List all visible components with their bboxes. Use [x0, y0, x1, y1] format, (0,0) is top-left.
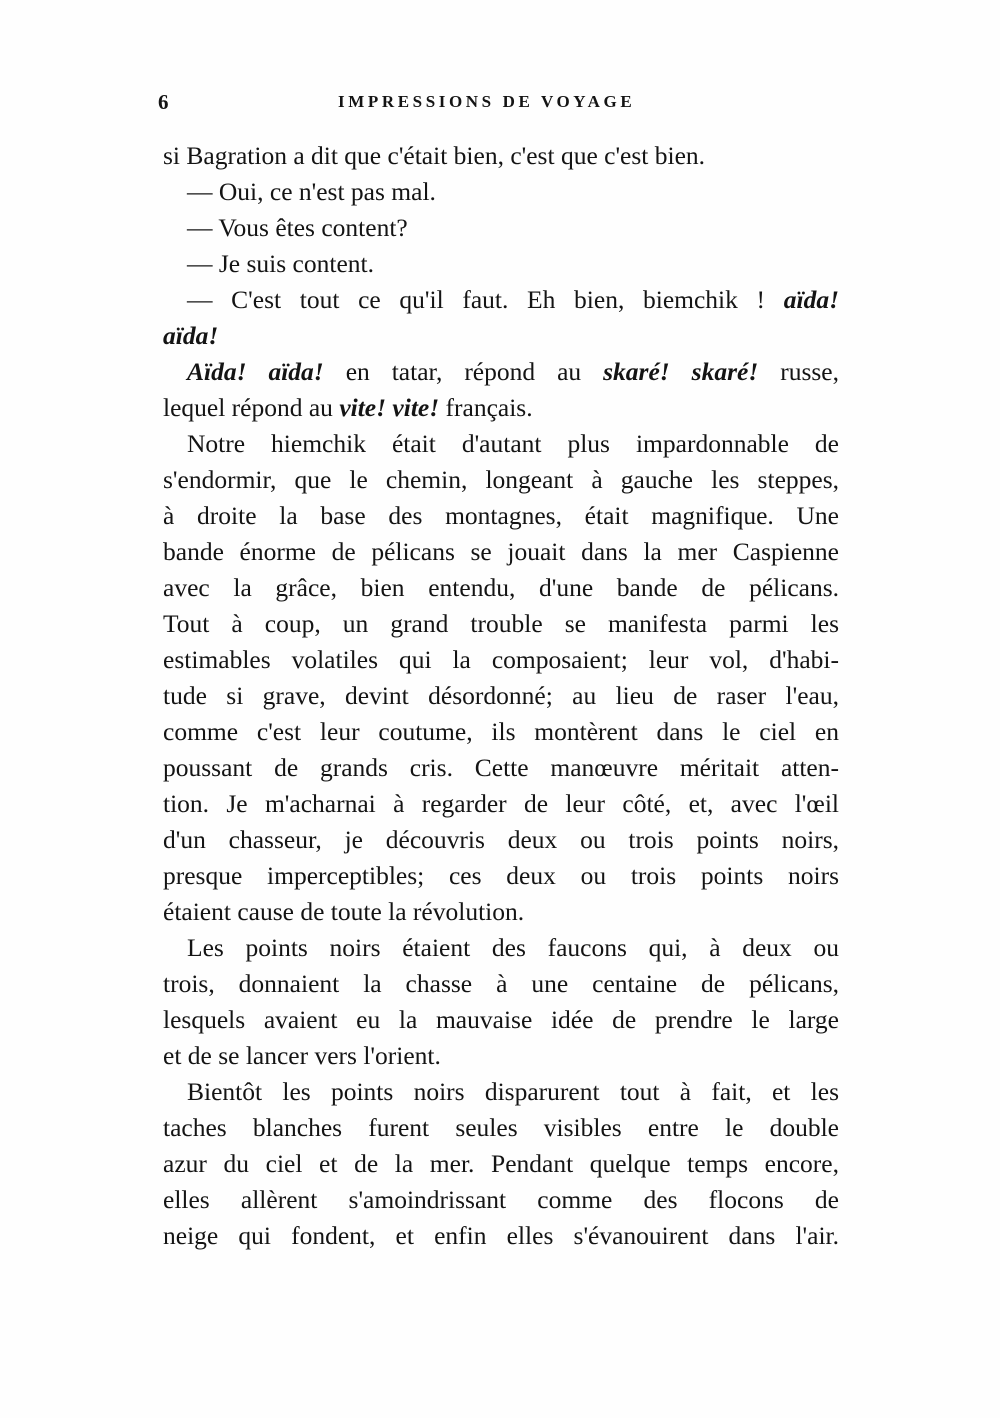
emphasis: vite! vite! [339, 393, 440, 422]
page-number: 6 [158, 90, 169, 114]
text-line: à droite la base des montagnes, était magnifique. Une [163, 501, 839, 530]
text-line: si Bagration a dit que c'était bien, c'est que c'est bien. [163, 141, 706, 170]
emphasis: skaré! skaré! [603, 357, 759, 386]
dialogue-line: — Vous êtes content? [187, 213, 408, 242]
text-line: elles allèrent s'amoindrissant comme des flocons de [163, 1185, 839, 1214]
text-run: russe, [758, 357, 839, 386]
dialogue-line: — Je suis content. [187, 249, 374, 278]
text-line: s'endormir, que le chemin, longeant à gauche les steppes, [163, 465, 839, 494]
text-line: Tout à coup, un grand trouble se manifesta parmi les [163, 609, 839, 638]
emphasis: aïda! [783, 285, 839, 314]
text-line: tion. Je m'acharnai à regarder de leur côté, et, avec l'œil [163, 789, 839, 818]
running-title: IMPRESSIONS DE VOYAGE [338, 92, 636, 111]
text-line: azur du ciel et de la mer. Pendant quelque temps encore, [163, 1149, 839, 1178]
text-line [163, 390, 839, 426]
text-line: trois, donnaient la chasse à une centaine de pélicans, [163, 969, 839, 998]
text-line: avec la grâce, bien entendu, d'une bande de pélicans. [163, 573, 839, 602]
text-line: taches blanches furent seules visibles entre le double [163, 1113, 839, 1142]
text-line: Notre hiemchik était d'autant plus impardonnable de [187, 429, 839, 458]
text-line [163, 354, 839, 390]
text-run: lequel répond au [163, 393, 340, 422]
text-line: lesquels avaient eu la mauvaise idée de prendre le large [163, 1005, 839, 1034]
dialogue-line [163, 282, 839, 318]
dialogue-line: — Oui, ce n'est pas mal. [187, 177, 436, 206]
text-line: tude si grave, devint désordonné; au lieu de raser l'eau, [163, 681, 839, 710]
text-line: neige qui fondent, et enfin elles s'évanouirent dans l'air. [163, 1221, 839, 1250]
text-run: français. [439, 393, 533, 422]
text-line: poussant de grands cris. Cette manœuvre méritait atten- [163, 753, 839, 782]
body-text [163, 138, 839, 1254]
running-head [158, 88, 838, 118]
text-line: Bientôt les points noirs disparurent tout à fait, et les [187, 1077, 839, 1106]
text-line: estimables volatiles qui la composaient; leur vol, d'habi- [163, 645, 839, 674]
text-run: — C'est tout ce qu'il faut. Eh bien, biemchik ! [187, 285, 784, 314]
text-line: étaient cause de toute la révolution. [163, 897, 525, 926]
text-line: d'un chasseur, je découvris deux ou trois points noirs, [163, 825, 839, 854]
text-line: bande énorme de pélicans se jouait dans la mer Caspienne [163, 537, 839, 566]
emphasis: aïda! [163, 321, 219, 350]
text-line: Les points noirs étaient des faucons qui, à deux ou [187, 933, 839, 962]
text-line: presque imperceptibles; ces deux ou trois points noirs [163, 861, 839, 890]
text-line [163, 318, 839, 354]
text-run: en tatar, répond au [323, 357, 604, 386]
text-line: et de se lancer vers l'orient. [163, 1041, 441, 1070]
text-line: comme c'est leur coutume, ils montèrent dans le ciel en [163, 717, 839, 746]
emphasis: Aïda! aïda! [187, 357, 324, 386]
